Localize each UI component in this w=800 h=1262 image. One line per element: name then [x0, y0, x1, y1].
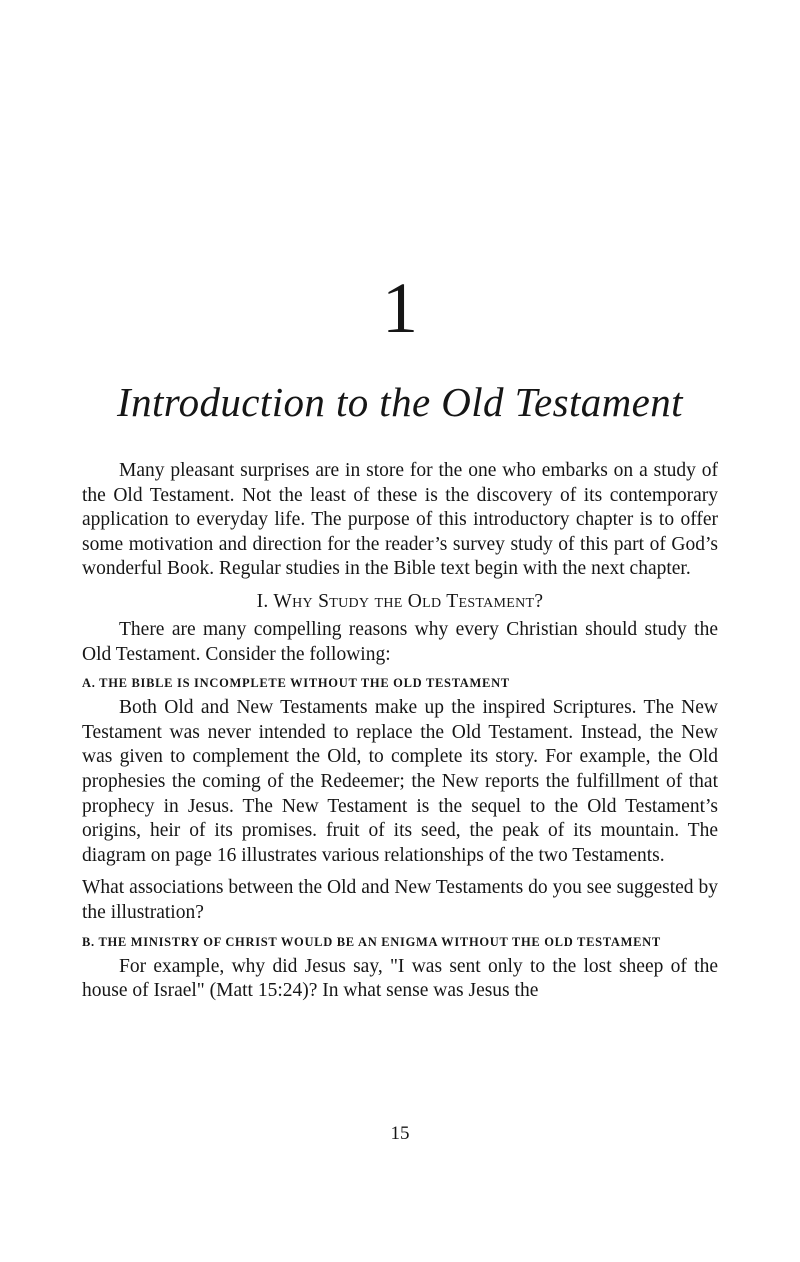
bible-incomplete-paragraph: Both Old and New Testaments make up the inspired Scriptures. The New Testament was never intended to replace the Old Testament. Instead, the New was given to complement the Old, to complete its story. For example, the Old prophesies the coming of the Redeemer; the New reports the fulfillment of that prophecy in Jesus. The New Testament is the sequel to the Old Testament’s origins, heir of its promises. fruit of its seed, the peak of its mountain. The diagram on page 16 illustrates various relationships of the two Testaments. [82, 697, 718, 866]
chapter-body [82, 459, 718, 1004]
subheading-ministry-of-christ: B. THE MINISTRY OF CHRIST WOULD BE AN ENIGMA WITHOUT THE OLD TESTAMENT [82, 934, 661, 949]
section-intro-paragraph: There are many compelling reasons why every Christian should study the Old Testament. Consider the following: [82, 618, 718, 665]
chapter-title: Introduction to the Old Testament [117, 379, 683, 425]
subheading-bible-incomplete: A. THE BIBLE IS INCOMPLETE WITHOUT THE OLD TESTAMENT [82, 676, 510, 691]
study-question: What associations between the Old and New Testaments do you see suggested by the illustration? [82, 877, 718, 923]
page-number: 15 [390, 1123, 410, 1144]
ministry-of-christ-paragraph: For example, why did Jesus say, "I was sent only to the lost sheep of the house of Israel" (Matt 15:24)? In what sense was Jesus the [82, 955, 718, 1002]
chapter-number: 1 [382, 268, 418, 348]
intro-paragraph: Many pleasant surprises are in store for the one who embarks on a study of the Old Testament. Not the least of these is the discovery of its contemporary application to everyday life. The purpose of this introductory chapter is to offer some motivation and direction for the reader’s survey study of this part of God’s wonderful Book. Regular studies in the Bible text begin with the next chapter. [82, 460, 718, 580]
paragraph-spacer [82, 868, 718, 876]
section-heading-why-study: I. Why Study the Old Testament? [256, 590, 544, 612]
